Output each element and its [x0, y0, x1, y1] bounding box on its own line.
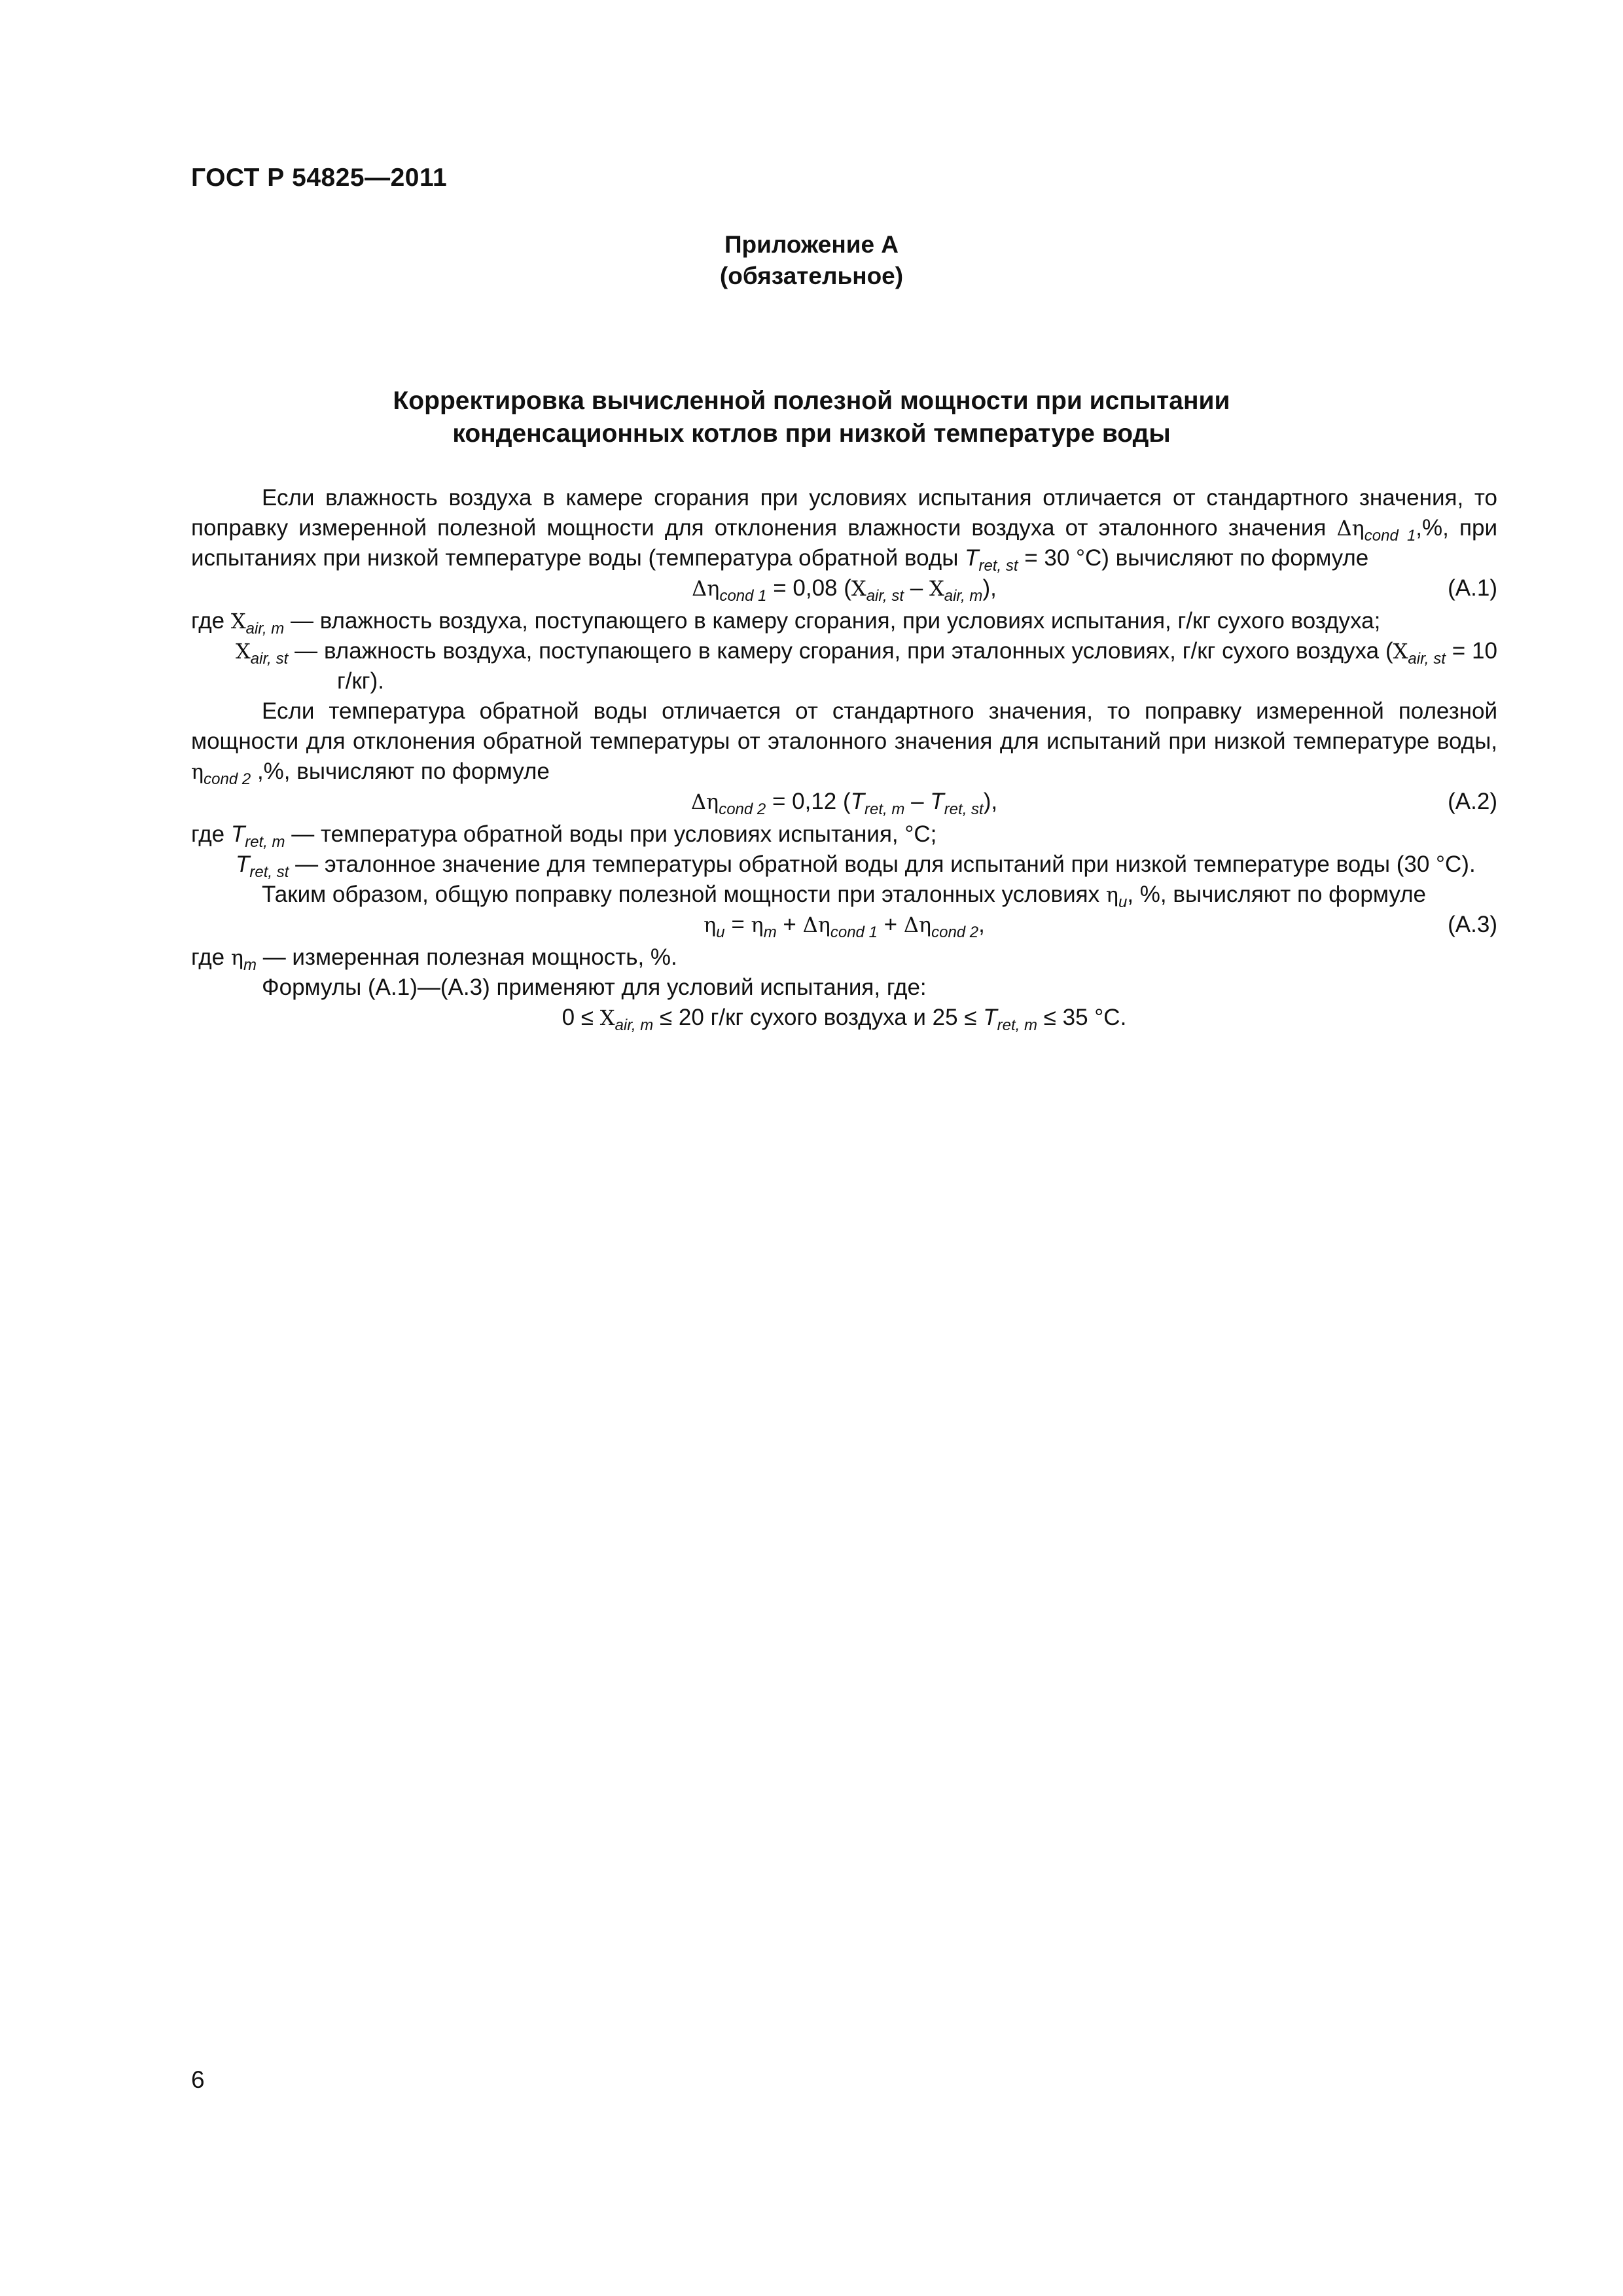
appendix-label: Приложение А — [724, 231, 899, 258]
definition-t-ret-st: $T_{ret, st}$ — эталонное значение для температуры обратной воды для испытаний при низкой температуре воды (30 °С). — [236, 852, 1476, 881]
definition-x-air-m: где $X_{air, m}$ — влажность воздуха, поступающего в камеру сгорания, при условиях испытания, г/кг сухого воздуха; — [191, 608, 1381, 637]
document-body — [191, 483, 1497, 1035]
title-line-2: конденсационных котлов при низкой температуре воды — [452, 420, 1171, 448]
definitions-a1 — [191, 606, 1497, 696]
document-code: ГОСТ Р 54825—2011 — [191, 164, 448, 192]
appendix-heading — [0, 229, 1623, 292]
paragraph-applicability: Формулы (А.1)—(А.3) применяют для условий испытания, где: — [262, 975, 927, 1000]
formula-number-a3: (А.3) — [1448, 912, 1497, 937]
formula-number-a2: (А.2) — [1448, 789, 1497, 814]
formula-number-a1: (А.1) — [1448, 575, 1497, 601]
paragraph-return-temperature: Если температура обратной воды отличается от стандартного значения, то поправку измеренной полезной мощности для отклонения обратной температуры от эталонного значения для испытаний при низкой температуре воды, $\eta_{cond 2}$ ,%, вычисляют по формуле — [191, 698, 1497, 788]
title-line-1: Корректировка вычисленной полезной мощности при испытании — [393, 387, 1230, 415]
applicability-condition: $0 \le X_{air, m} \le 20$ г/кг сухого воздуха и $25 \le T_{ret, m} \le 35$ °С. — [562, 1005, 1127, 1034]
formula-a1: $\Delta\eta_{cond 1} = 0,08$ $(X_{air, st} - X_{air, m})$, (А.1) — [191, 573, 1497, 606]
definition-t-ret-m: где $T_{ret, m}$ — температура обратной воды при условиях испытания, °С; — [191, 821, 937, 851]
paragraph-total-correction: Таким образом, общую поправку полезной мощности при эталонных условиях $\eta_u$, %, вычисляют по формуле — [262, 882, 1426, 911]
formula-a3: $\eta_u = \eta_m + \Delta\eta_{cond 1} + \Delta\eta_{cond 2}$, (А.3) — [191, 910, 1497, 942]
page-number: 6 — [191, 2066, 205, 2093]
definitions-a2 — [191, 819, 1497, 880]
formula-a2: $\Delta\eta_{cond 2} = 0,12$ $(T_{ret, m} - T_{ret, st})$, (А.2) — [191, 787, 1497, 819]
definition-x-air-st: $X_{air, st}$ — влажность воздуха, поступающего в камеру сгорания, при эталонных условиях, г/кг сухого воздуха ($X_{air, st} = 10$ г/кг). — [236, 638, 1497, 694]
appendix-status: (обязательное) — [719, 262, 904, 289]
appendix-title — [0, 385, 1623, 450]
definition-eta-m: где $\eta_m$ — измеренная полезная мощность, %. — [191, 944, 677, 974]
paragraph-humidity: Если влажность воздуха в камере сгорания при условиях испытания отличается от стандартного значения, то поправку измеренной полезной мощности для отклонения влажности воздуха от эталонного значения $\Delta\eta_{cond 1},\%$, при испытаниях при низкой температуре воды (температура обратной воды $T_{ret, st} = 30$ °С) вычисляют по формуле — [191, 485, 1497, 575]
